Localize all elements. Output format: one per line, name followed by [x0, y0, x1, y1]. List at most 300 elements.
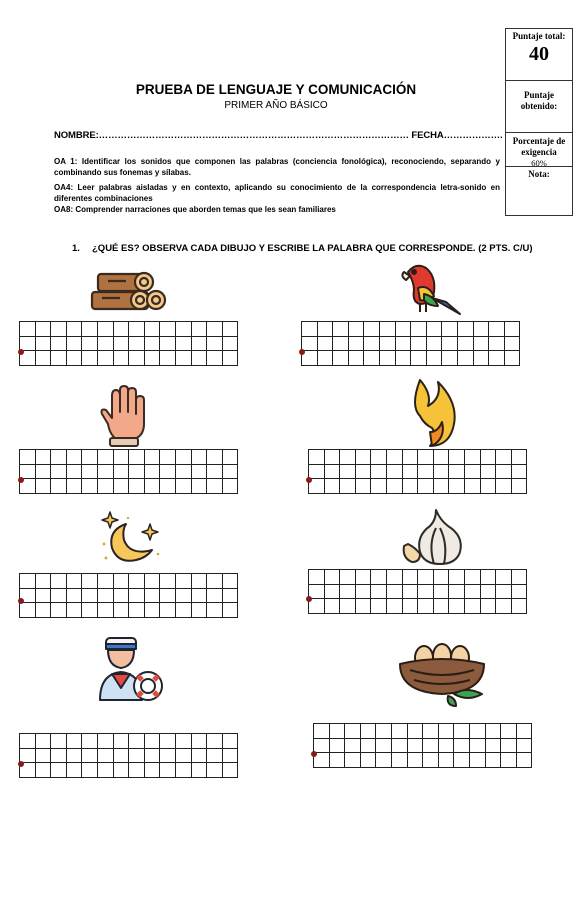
letter-box[interactable] [35, 574, 51, 589]
letter-box[interactable] [511, 599, 527, 614]
letter-box[interactable] [433, 584, 449, 599]
letter-box[interactable] [222, 763, 238, 778]
letter-box[interactable] [516, 724, 532, 739]
letter-box[interactable] [317, 322, 333, 337]
letter-box[interactable] [438, 724, 454, 739]
grid-row[interactable] [309, 479, 527, 494]
grid-row[interactable] [314, 753, 532, 768]
letter-box[interactable] [35, 588, 51, 603]
letter-box[interactable] [480, 570, 496, 585]
letter-box[interactable] [144, 450, 160, 465]
letter-box[interactable] [333, 336, 349, 351]
letter-box[interactable] [144, 603, 160, 618]
letter-box[interactable] [175, 748, 191, 763]
letter-box[interactable] [144, 763, 160, 778]
letter-box[interactable] [175, 322, 191, 337]
letter-box[interactable] [207, 464, 223, 479]
letter-box[interactable] [402, 570, 418, 585]
letter-box[interactable] [175, 763, 191, 778]
letter-box[interactable] [504, 322, 520, 337]
letter-box[interactable] [496, 584, 512, 599]
letter-box[interactable] [469, 724, 485, 739]
grid-row[interactable] [20, 603, 238, 618]
letter-box[interactable] [82, 322, 98, 337]
letter-box[interactable] [160, 603, 176, 618]
letter-box[interactable] [144, 336, 160, 351]
letter-box[interactable] [489, 351, 505, 366]
letter-box[interactable] [340, 570, 356, 585]
letter-box[interactable] [160, 734, 176, 749]
letter-box[interactable] [464, 599, 480, 614]
letter-box[interactable] [418, 450, 434, 465]
letter-box[interactable] [480, 584, 496, 599]
letter-box[interactable] [97, 351, 113, 366]
letter-box[interactable] [129, 450, 145, 465]
letter-box[interactable] [207, 748, 223, 763]
letter-box[interactable] [66, 322, 82, 337]
writing-grid-parrot[interactable] [301, 321, 520, 366]
name-date-line[interactable]: NOMBRE:……………………………………………………………………………………… FECHA………………. [54, 130, 503, 141]
letter-box[interactable] [464, 479, 480, 494]
letter-box[interactable] [222, 603, 238, 618]
letter-box[interactable] [20, 734, 36, 749]
letter-box[interactable] [113, 603, 129, 618]
letter-box[interactable] [309, 450, 325, 465]
letter-box[interactable] [457, 336, 473, 351]
letter-box[interactable] [340, 479, 356, 494]
letter-box[interactable] [207, 450, 223, 465]
letter-box[interactable] [473, 336, 489, 351]
letter-box[interactable] [97, 322, 113, 337]
letter-box[interactable] [376, 738, 392, 753]
letter-box[interactable] [516, 738, 532, 753]
letter-box[interactable] [480, 464, 496, 479]
letter-box[interactable] [222, 336, 238, 351]
letter-box[interactable] [411, 322, 427, 337]
letter-box[interactable] [35, 450, 51, 465]
letter-box[interactable] [51, 450, 67, 465]
letter-box[interactable] [402, 450, 418, 465]
letter-box[interactable] [129, 336, 145, 351]
letter-box[interactable] [222, 351, 238, 366]
letter-box[interactable] [191, 588, 207, 603]
letter-box[interactable] [391, 753, 407, 768]
grid-row[interactable] [20, 464, 238, 479]
letter-box[interactable] [355, 479, 371, 494]
letter-box[interactable] [464, 464, 480, 479]
letter-box[interactable] [423, 724, 439, 739]
letter-box[interactable] [97, 479, 113, 494]
letter-box[interactable] [485, 724, 501, 739]
letter-box[interactable] [97, 336, 113, 351]
letter-box[interactable] [51, 574, 67, 589]
grid-row[interactable] [309, 570, 527, 585]
letter-box[interactable] [144, 464, 160, 479]
letter-box[interactable] [222, 574, 238, 589]
letter-box[interactable] [485, 738, 501, 753]
letter-box[interactable] [175, 351, 191, 366]
letter-box[interactable] [449, 584, 465, 599]
letter-box[interactable] [191, 450, 207, 465]
letter-box[interactable] [66, 450, 82, 465]
letter-box[interactable] [82, 763, 98, 778]
grid-row[interactable] [20, 588, 238, 603]
letter-box[interactable] [66, 351, 82, 366]
letter-box[interactable] [411, 351, 427, 366]
letter-box[interactable] [160, 574, 176, 589]
letter-box[interactable] [35, 603, 51, 618]
letter-box[interactable] [449, 479, 465, 494]
letter-box[interactable] [207, 351, 223, 366]
letter-box[interactable] [340, 584, 356, 599]
letter-box[interactable] [324, 584, 340, 599]
letter-box[interactable] [473, 351, 489, 366]
letter-box[interactable] [501, 724, 517, 739]
letter-box[interactable] [355, 599, 371, 614]
letter-box[interactable] [454, 724, 470, 739]
letter-box[interactable] [302, 336, 318, 351]
letter-box[interactable] [433, 479, 449, 494]
grid-body[interactable] [20, 574, 238, 618]
letter-box[interactable] [144, 322, 160, 337]
letter-box[interactable] [314, 738, 330, 753]
letter-box[interactable] [433, 599, 449, 614]
letter-box[interactable] [175, 336, 191, 351]
letter-box[interactable] [333, 322, 349, 337]
grid-body[interactable] [20, 734, 238, 778]
letter-box[interactable] [501, 738, 517, 753]
writing-grid-logs[interactable] [19, 321, 238, 366]
letter-box[interactable] [395, 336, 411, 351]
letter-box[interactable] [191, 322, 207, 337]
letter-box[interactable] [191, 603, 207, 618]
letter-box[interactable] [324, 464, 340, 479]
letter-box[interactable] [504, 336, 520, 351]
letter-box[interactable] [317, 336, 333, 351]
letter-box[interactable] [82, 336, 98, 351]
letter-box[interactable] [113, 351, 129, 366]
letter-box[interactable] [449, 464, 465, 479]
letter-box[interactable] [51, 336, 67, 351]
letter-box[interactable] [426, 351, 442, 366]
grid-row[interactable] [20, 748, 238, 763]
letter-box[interactable] [426, 322, 442, 337]
letter-box[interactable] [469, 753, 485, 768]
writing-grid-garlic[interactable] [308, 569, 527, 614]
letter-box[interactable] [66, 464, 82, 479]
letter-box[interactable] [20, 603, 36, 618]
letter-box[interactable] [113, 748, 129, 763]
letter-box[interactable] [345, 724, 361, 739]
letter-box[interactable] [360, 738, 376, 753]
letter-box[interactable] [144, 351, 160, 366]
letter-box[interactable] [371, 479, 387, 494]
letter-box[interactable] [175, 464, 191, 479]
letter-box[interactable] [402, 464, 418, 479]
letter-box[interactable] [511, 479, 527, 494]
letter-box[interactable] [35, 464, 51, 479]
letter-box[interactable] [329, 738, 345, 753]
writing-grid-sailor[interactable] [19, 733, 238, 778]
letter-box[interactable] [160, 763, 176, 778]
letter-box[interactable] [35, 479, 51, 494]
letter-box[interactable] [175, 479, 191, 494]
letter-box[interactable] [511, 450, 527, 465]
letter-box[interactable] [371, 464, 387, 479]
letter-box[interactable] [129, 588, 145, 603]
grid-row[interactable] [20, 479, 238, 494]
grid-row[interactable] [20, 574, 238, 589]
letter-box[interactable] [496, 570, 512, 585]
letter-box[interactable] [20, 450, 36, 465]
letter-box[interactable] [433, 570, 449, 585]
letter-box[interactable] [97, 588, 113, 603]
letter-box[interactable] [51, 588, 67, 603]
letter-box[interactable] [345, 753, 361, 768]
letter-box[interactable] [391, 738, 407, 753]
letter-box[interactable] [175, 603, 191, 618]
grid-body[interactable] [314, 724, 532, 768]
letter-box[interactable] [113, 734, 129, 749]
letter-box[interactable] [20, 322, 36, 337]
letter-box[interactable] [207, 322, 223, 337]
letter-box[interactable] [191, 574, 207, 589]
letter-box[interactable] [144, 588, 160, 603]
letter-box[interactable] [395, 322, 411, 337]
letter-box[interactable] [222, 734, 238, 749]
letter-box[interactable] [360, 724, 376, 739]
letter-box[interactable] [97, 763, 113, 778]
letter-box[interactable] [376, 753, 392, 768]
letter-box[interactable] [449, 450, 465, 465]
letter-box[interactable] [496, 479, 512, 494]
letter-box[interactable] [340, 450, 356, 465]
grid-body[interactable] [20, 322, 238, 366]
letter-box[interactable] [348, 322, 364, 337]
letter-box[interactable] [113, 336, 129, 351]
letter-box[interactable] [113, 588, 129, 603]
letter-box[interactable] [129, 748, 145, 763]
letter-box[interactable] [386, 599, 402, 614]
letter-box[interactable] [348, 336, 364, 351]
letter-box[interactable] [324, 450, 340, 465]
writing-grid-moon[interactable] [19, 573, 238, 618]
letter-box[interactable] [51, 479, 67, 494]
letter-box[interactable] [207, 336, 223, 351]
letter-box[interactable] [129, 351, 145, 366]
letter-box[interactable] [485, 753, 501, 768]
grid-body[interactable] [309, 450, 527, 494]
letter-box[interactable] [160, 322, 176, 337]
letter-box[interactable] [222, 450, 238, 465]
letter-box[interactable] [371, 599, 387, 614]
letter-box[interactable] [97, 603, 113, 618]
letter-box[interactable] [309, 570, 325, 585]
letter-box[interactable] [504, 351, 520, 366]
letter-box[interactable] [511, 464, 527, 479]
letter-box[interactable] [82, 574, 98, 589]
letter-box[interactable] [386, 584, 402, 599]
letter-box[interactable] [438, 738, 454, 753]
letter-box[interactable] [379, 322, 395, 337]
letter-box[interactable] [457, 322, 473, 337]
letter-box[interactable] [418, 599, 434, 614]
letter-box[interactable] [433, 450, 449, 465]
grid-row[interactable] [20, 734, 238, 749]
letter-box[interactable] [160, 464, 176, 479]
letter-box[interactable] [66, 734, 82, 749]
letter-box[interactable] [449, 570, 465, 585]
letter-box[interactable] [423, 738, 439, 753]
letter-box[interactable] [355, 450, 371, 465]
grid-row[interactable] [20, 763, 238, 778]
letter-box[interactable] [191, 763, 207, 778]
letter-box[interactable] [480, 479, 496, 494]
letter-box[interactable] [51, 763, 67, 778]
letter-box[interactable] [82, 351, 98, 366]
letter-box[interactable] [418, 584, 434, 599]
letter-box[interactable] [324, 599, 340, 614]
letter-box[interactable] [51, 351, 67, 366]
letter-box[interactable] [175, 574, 191, 589]
letter-box[interactable] [191, 479, 207, 494]
letter-box[interactable] [407, 753, 423, 768]
letter-box[interactable] [473, 322, 489, 337]
grid-body[interactable] [20, 450, 238, 494]
letter-box[interactable] [51, 603, 67, 618]
letter-box[interactable] [82, 450, 98, 465]
letter-box[interactable] [426, 336, 442, 351]
letter-box[interactable] [511, 584, 527, 599]
letter-box[interactable] [391, 724, 407, 739]
letter-box[interactable] [386, 464, 402, 479]
letter-box[interactable] [82, 588, 98, 603]
letter-box[interactable] [82, 734, 98, 749]
letter-box[interactable] [129, 763, 145, 778]
letter-box[interactable] [345, 738, 361, 753]
letter-box[interactable] [97, 464, 113, 479]
letter-box[interactable] [20, 574, 36, 589]
letter-box[interactable] [160, 450, 176, 465]
grid-row[interactable] [302, 351, 520, 366]
letter-box[interactable] [386, 570, 402, 585]
letter-box[interactable] [82, 479, 98, 494]
letter-box[interactable] [376, 724, 392, 739]
letter-box[interactable] [97, 450, 113, 465]
letter-box[interactable] [113, 574, 129, 589]
letter-box[interactable] [82, 603, 98, 618]
grid-row[interactable] [20, 351, 238, 366]
letter-box[interactable] [496, 450, 512, 465]
grid-row[interactable] [314, 738, 532, 753]
letter-box[interactable] [329, 753, 345, 768]
letter-box[interactable] [175, 588, 191, 603]
letter-box[interactable] [411, 336, 427, 351]
letter-box[interactable] [379, 336, 395, 351]
letter-box[interactable] [438, 753, 454, 768]
letter-box[interactable] [480, 599, 496, 614]
letter-box[interactable] [423, 753, 439, 768]
letter-box[interactable] [480, 450, 496, 465]
letter-box[interactable] [222, 748, 238, 763]
letter-box[interactable] [129, 603, 145, 618]
grid-row[interactable] [309, 599, 527, 614]
letter-box[interactable] [113, 763, 129, 778]
letter-box[interactable] [113, 322, 129, 337]
letter-box[interactable] [340, 599, 356, 614]
letter-box[interactable] [371, 570, 387, 585]
letter-box[interactable] [66, 588, 82, 603]
letter-box[interactable] [175, 734, 191, 749]
letter-box[interactable] [129, 734, 145, 749]
letter-box[interactable] [489, 336, 505, 351]
grid-row[interactable] [309, 450, 527, 465]
letter-box[interactable] [129, 479, 145, 494]
letter-box[interactable] [160, 336, 176, 351]
letter-box[interactable] [329, 724, 345, 739]
letter-box[interactable] [454, 753, 470, 768]
letter-box[interactable] [402, 599, 418, 614]
letter-box[interactable] [464, 570, 480, 585]
letter-box[interactable] [160, 748, 176, 763]
letter-box[interactable] [355, 584, 371, 599]
letter-box[interactable] [469, 738, 485, 753]
letter-box[interactable] [442, 336, 458, 351]
letter-box[interactable] [442, 351, 458, 366]
letter-box[interactable] [207, 479, 223, 494]
letter-box[interactable] [496, 599, 512, 614]
letter-box[interactable] [144, 748, 160, 763]
letter-box[interactable] [222, 588, 238, 603]
writing-grid-nest[interactable] [313, 723, 532, 768]
letter-box[interactable] [66, 336, 82, 351]
letter-box[interactable] [207, 763, 223, 778]
letter-box[interactable] [144, 479, 160, 494]
letter-box[interactable] [309, 464, 325, 479]
grid-row[interactable] [20, 336, 238, 351]
letter-box[interactable] [66, 574, 82, 589]
letter-box[interactable] [418, 570, 434, 585]
letter-box[interactable] [207, 603, 223, 618]
letter-box[interactable] [395, 351, 411, 366]
letter-box[interactable] [314, 724, 330, 739]
letter-box[interactable] [82, 748, 98, 763]
letter-box[interactable] [317, 351, 333, 366]
letter-box[interactable] [402, 584, 418, 599]
letter-box[interactable] [51, 734, 67, 749]
letter-box[interactable] [129, 322, 145, 337]
grid-row[interactable] [302, 336, 520, 351]
grid-row[interactable] [302, 322, 520, 337]
letter-box[interactable] [222, 322, 238, 337]
letter-box[interactable] [207, 588, 223, 603]
letter-box[interactable] [407, 738, 423, 753]
letter-box[interactable] [191, 351, 207, 366]
letter-box[interactable] [489, 322, 505, 337]
writing-grid-flame[interactable] [308, 449, 527, 494]
letter-box[interactable] [35, 763, 51, 778]
letter-box[interactable] [496, 464, 512, 479]
letter-box[interactable] [355, 464, 371, 479]
letter-box[interactable] [324, 479, 340, 494]
letter-box[interactable] [35, 322, 51, 337]
letter-box[interactable] [222, 479, 238, 494]
letter-box[interactable] [129, 574, 145, 589]
letter-box[interactable] [191, 734, 207, 749]
letter-box[interactable] [364, 336, 380, 351]
letter-box[interactable] [464, 584, 480, 599]
letter-box[interactable] [97, 748, 113, 763]
